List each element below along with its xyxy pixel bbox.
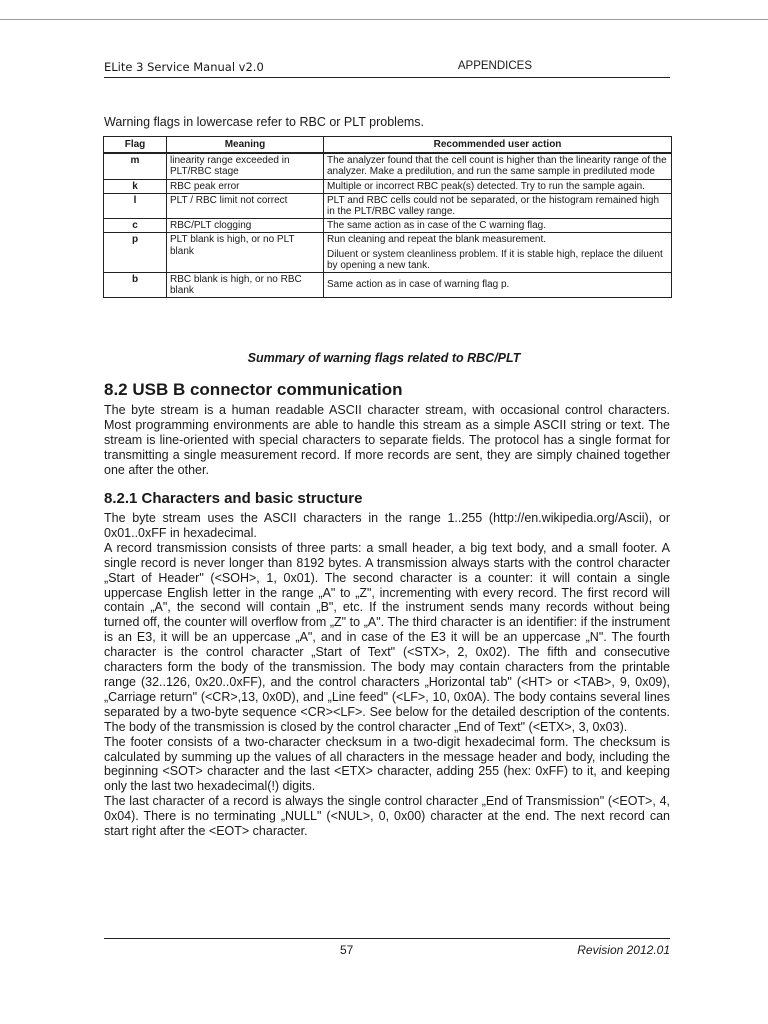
page-footer: [104, 938, 670, 957]
flag-cell: l: [104, 193, 167, 218]
action-cell: [324, 272, 672, 297]
subsection-heading: 8.2.1 Characters and basic structure: [104, 490, 363, 507]
meaning-cell: RBC/PLT clogging: [167, 219, 324, 233]
flag-cell: m: [104, 153, 167, 179]
flag-cell: p: [104, 233, 167, 273]
body-paragraph: A record transmission consists of three parts: a small header, a big text body, and a small footer. A single record is never longer than 8192 bytes. A transmission always starts with the control character „Start of Header" (<SOH>, 1, 0x01). The second character is a counter: it will contain a single uppercase English letter in the range „A" to „Z", incrementing with every record. The first record will contain „A", the second will contain „B", etc. If the instrument sends many records without being turned off, the counter will overflow from „Z" to „A". The third character is an identifier: if the instrument is an E3, it will be an uppercase „A", and in case of the E3 it will be an uppercase „N". The fourth character is the control character „Start of Text" (<STX>, 2, 0x02). The fifth and consecutive characters form the body of the transmission. The body may contain characters from the printable range (32..126, 0x20..0xFF), and the control characters „Horizontal tab" (<HT> or <TAB>, 9, 0x09), „Carriage return" (<CR>,13, 0x0D), and „Line feed" (<LF>, 10, 0x0A). The body contains several lines separated by a two-byte sequence <CR><LF>. See below for the detailed description of the contents. The body of the transmission is closed by the control character „End of Text" (<ETX>, 3, 0x03).: [104, 540, 670, 734]
flag-cell: c: [104, 219, 167, 233]
section-paragraph: The byte stream is a human readable ASCII character stream, with occasional control characters. Most programming environments are able to handle this stream as a simple ASCII string or text. The stream is line-oriented with special characters to separate fields. The protocol has a single format for transmitting a single measurement record. If more records are sent, they are simply chained together one after the other.: [104, 403, 670, 477]
meaning-cell: linearity range exceeded in PLT/RBC stage: [167, 153, 324, 179]
action-text: Diluent or system cleanliness problem. If it is stable high, replace the diluent by opening a new tank.: [327, 248, 663, 271]
flag-cell: b: [104, 272, 167, 297]
action-text: Run cleaning and repeat the blank measurement.: [327, 234, 547, 246]
action-text: Multiple or incorrect RBC peak(s) detected. Try to run the sample again.: [327, 180, 645, 192]
action-cell: [324, 219, 672, 233]
warning-flags-table: [103, 136, 672, 298]
action-text: The analyzer found that the cell count is higher than the linearity range of the analyzer. Make a predilution, and run the same sample in prediluted mode: [327, 155, 667, 178]
table-row: [104, 272, 672, 297]
meaning-cell: PLT / RBC limit not correct: [167, 193, 324, 218]
table-row: [104, 179, 672, 193]
action-text: The same action as in case of the C warning flag.: [327, 220, 547, 232]
header-section: APPENDICES: [457, 60, 532, 72]
table-caption: Summary of warning flags related to RBC/PLT: [247, 351, 521, 365]
manual-title: ELite 3 Service Manual v2.0: [104, 60, 264, 74]
table-row: [104, 219, 672, 233]
meaning-cell: RBC blank is high, or no RBC blank: [167, 272, 324, 297]
scan-edge-rule: [0, 19, 768, 20]
section-heading: 8.2 USB B connector communication: [104, 380, 403, 399]
revision-label: Revision 2012.01: [577, 943, 670, 957]
page-number: 57: [340, 943, 354, 957]
page-header: [104, 60, 670, 78]
action-cell: [324, 153, 672, 179]
meaning-cell: PLT blank is high, or no PLT blank: [167, 233, 324, 273]
table-intro: Warning flags in lowercase refer to RBC or PLT problems.: [104, 115, 425, 129]
action-cell: [324, 179, 672, 193]
body-paragraph: The footer consists of a two-character checksum in a two-digit hexadecimal form. The checksum is calculated by summing up the values of all characters in the message header and body, including the beginning <SOT> character and the last <ETX> character, adding 255 (hex: 0xFF) to it, and keeping only the last two hexadecimal(!) digits.: [104, 734, 670, 794]
table-row: [104, 153, 672, 179]
col-flag: Flag: [104, 137, 167, 154]
action-cell: [324, 233, 672, 273]
flag-cell: k: [104, 179, 167, 193]
subsection-body: [104, 511, 670, 839]
body-paragraph: The last character of a record is always the single control character „End of Transmission" (<EOT>, 4, 0x04). There is no terminating „NULL" (<NUL>, 0, 0x00) character at the end. The next record can start right after the <EOT> character.: [104, 794, 670, 839]
action-text: Same action as in case of warning flag p.: [327, 279, 510, 291]
table-header-row: [104, 137, 672, 154]
action-text: PLT and RBC cells could not be separated, or the histogram remained high in the PLT/RBC valley range.: [327, 194, 660, 217]
meaning-cell: RBC peak error: [167, 179, 324, 193]
table-row: [104, 233, 672, 273]
action-cell: [324, 193, 672, 218]
col-action: Recommended user action: [324, 137, 672, 154]
table-row: [104, 193, 672, 218]
col-meaning: Meaning: [167, 137, 324, 154]
body-paragraph: The byte stream uses the ASCII characters in the range 1..255 (http://en.wikipedia.org/Ascii), or 0x01..0xFF in hexadecimal.: [104, 511, 670, 540]
